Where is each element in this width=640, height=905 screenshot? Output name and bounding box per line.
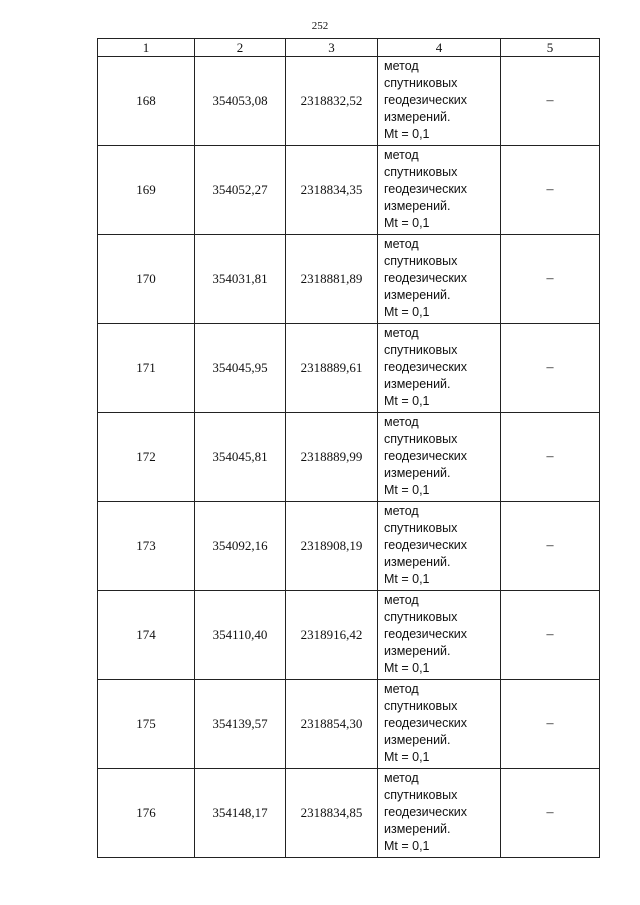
method-line: геодезических: [384, 716, 468, 730]
method-line: измерений.: [384, 555, 451, 569]
table-header: [98, 39, 600, 57]
point-number-cell: 169: [98, 146, 195, 235]
method-line: метод: [384, 593, 419, 607]
coordinates-table: [97, 38, 600, 858]
method-line: геодезических: [384, 93, 468, 107]
note-cell: –: [501, 591, 600, 680]
method-line: геодезических: [384, 627, 468, 641]
x-coordinate-cell: 354148,17: [195, 769, 286, 858]
method-cell: [378, 324, 501, 413]
x-coordinate-cell: 354053,08: [195, 57, 286, 146]
y-coordinate-cell: 2318832,52: [286, 57, 378, 146]
method-cell: [378, 235, 501, 324]
y-coordinate-cell: 2318908,19: [286, 502, 378, 591]
method-line: метод: [384, 59, 419, 73]
column-header-5: 5: [501, 39, 600, 57]
method-line: геодезических: [384, 182, 468, 196]
point-number-cell: 168: [98, 57, 195, 146]
page-number: 252: [311, 20, 329, 32]
method-cell: [378, 57, 501, 146]
header-row: [98, 39, 600, 57]
point-number-cell: 175: [98, 680, 195, 769]
column-header-4: 4: [378, 39, 501, 57]
table-row: [98, 57, 600, 146]
method-line: метод: [384, 326, 419, 340]
method-line: измерений.: [384, 199, 451, 213]
table-row: [98, 502, 600, 591]
y-coordinate-cell: 2318854,30: [286, 680, 378, 769]
y-coordinate-cell: 2318834,85: [286, 769, 378, 858]
method-cell: [378, 591, 501, 680]
method-line: Mt = 0,1: [384, 127, 430, 141]
point-number-cell: 174: [98, 591, 195, 680]
method-line: геодезических: [384, 805, 468, 819]
y-coordinate-cell: 2318834,35: [286, 146, 378, 235]
method-line: Mt = 0,1: [384, 305, 430, 319]
method-line: геодезических: [384, 449, 468, 463]
note-cell: –: [501, 235, 600, 324]
x-coordinate-cell: 354092,16: [195, 502, 286, 591]
note-cell: –: [501, 413, 600, 502]
y-coordinate-cell: 2318916,42: [286, 591, 378, 680]
x-coordinate-cell: 354110,40: [195, 591, 286, 680]
x-coordinate-cell: 354052,27: [195, 146, 286, 235]
note-cell: –: [501, 769, 600, 858]
method-line: Mt = 0,1: [384, 750, 430, 764]
method-line: спутниковых: [384, 610, 458, 624]
method-line: геодезических: [384, 538, 468, 552]
method-cell: [378, 680, 501, 769]
method-cell: [378, 502, 501, 591]
method-line: Mt = 0,1: [384, 661, 430, 675]
method-line: спутниковых: [384, 165, 458, 179]
y-coordinate-cell: 2318889,99: [286, 413, 378, 502]
method-line: измерений.: [384, 288, 451, 302]
method-cell: [378, 146, 501, 235]
table-body: [98, 57, 600, 858]
method-line: Mt = 0,1: [384, 839, 430, 853]
x-coordinate-cell: 354045,95: [195, 324, 286, 413]
x-coordinate-cell: 354031,81: [195, 235, 286, 324]
method-line: спутниковых: [384, 788, 458, 802]
method-cell: [378, 413, 501, 502]
table-row: [98, 413, 600, 502]
method-line: спутниковых: [384, 521, 458, 535]
method-line: измерений.: [384, 466, 451, 480]
point-number-cell: 176: [98, 769, 195, 858]
table-row: [98, 680, 600, 769]
table-row: [98, 769, 600, 858]
y-coordinate-cell: 2318889,61: [286, 324, 378, 413]
method-line: измерений.: [384, 377, 451, 391]
method-line: Mt = 0,1: [384, 572, 430, 586]
note-cell: –: [501, 146, 600, 235]
method-line: спутниковых: [384, 343, 458, 357]
point-number-cell: 172: [98, 413, 195, 502]
method-line: измерений.: [384, 644, 451, 658]
method-cell: [378, 769, 501, 858]
method-line: метод: [384, 682, 419, 696]
table-row: [98, 591, 600, 680]
x-coordinate-cell: 354139,57: [195, 680, 286, 769]
method-line: измерений.: [384, 822, 451, 836]
method-line: метод: [384, 237, 419, 251]
method-line: Mt = 0,1: [384, 216, 430, 230]
point-number-cell: 170: [98, 235, 195, 324]
point-number-cell: 171: [98, 324, 195, 413]
note-cell: –: [501, 324, 600, 413]
method-line: Mt = 0,1: [384, 394, 430, 408]
y-coordinate-cell: 2318881,89: [286, 235, 378, 324]
method-line: геодезических: [384, 360, 468, 374]
method-line: спутниковых: [384, 254, 458, 268]
method-line: метод: [384, 504, 419, 518]
note-cell: –: [501, 502, 600, 591]
note-cell: –: [501, 680, 600, 769]
method-line: метод: [384, 148, 419, 162]
column-header-3: 3: [286, 39, 378, 57]
method-line: метод: [384, 415, 419, 429]
note-cell: –: [501, 57, 600, 146]
column-header-2: 2: [195, 39, 286, 57]
method-line: геодезических: [384, 271, 468, 285]
method-line: метод: [384, 771, 419, 785]
method-line: спутниковых: [384, 699, 458, 713]
method-line: Mt = 0,1: [384, 483, 430, 497]
column-header-1: 1: [98, 39, 195, 57]
method-line: измерений.: [384, 110, 451, 124]
table-row: [98, 146, 600, 235]
x-coordinate-cell: 354045,81: [195, 413, 286, 502]
method-line: спутниковых: [384, 76, 458, 90]
point-number-cell: 173: [98, 502, 195, 591]
method-line: спутниковых: [384, 432, 458, 446]
method-line: измерений.: [384, 733, 451, 747]
table-row: [98, 324, 600, 413]
table-row: [98, 235, 600, 324]
